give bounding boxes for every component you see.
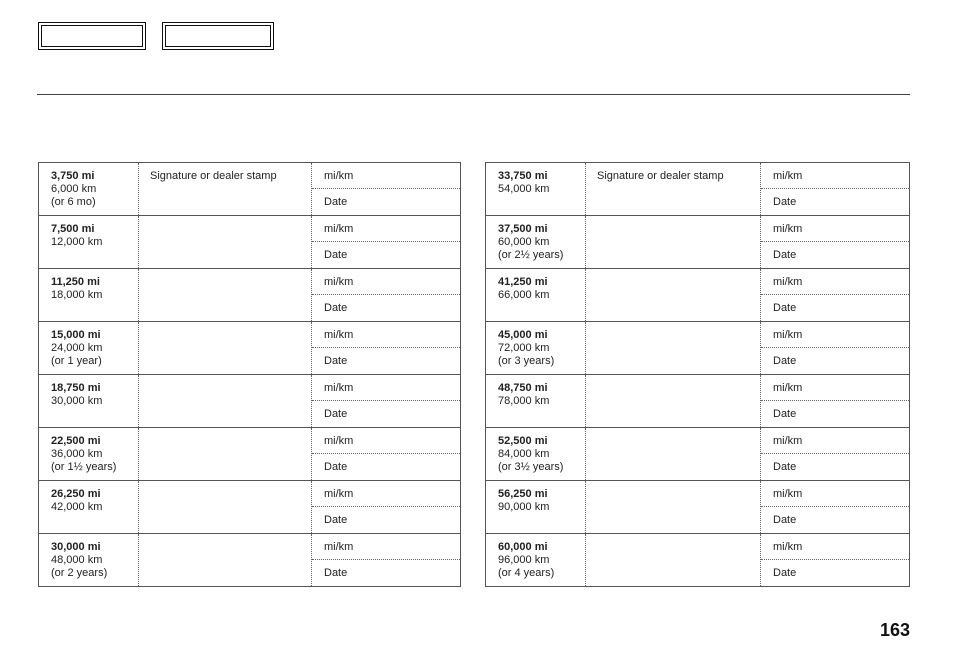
date-label: Date (324, 355, 348, 367)
log-row (486, 427, 909, 480)
interval-cell (486, 322, 586, 374)
signature-cell[interactable] (586, 216, 758, 268)
date-field[interactable] (312, 348, 460, 374)
interval-note: (or 1½ years) (51, 461, 117, 473)
mileage-field[interactable] (312, 481, 460, 507)
log-row (39, 321, 460, 374)
signature-cell[interactable] (139, 534, 311, 586)
interval-cell (486, 481, 586, 533)
interval-miles: 3,750 mi (51, 170, 95, 182)
log-row (39, 480, 460, 533)
mileage-date-cell (311, 163, 460, 215)
interval-cell (39, 216, 139, 268)
interval-miles: 7,500 mi (51, 223, 95, 235)
mileage-date-cell (311, 481, 460, 533)
maintenance-log-table-right (485, 162, 910, 587)
page-number: 163 (879, 620, 910, 640)
interval-note: (or 6 mo) (51, 196, 96, 208)
log-row (39, 533, 460, 586)
interval-km: 84,000 km (498, 448, 550, 460)
mileage-date-cell (311, 375, 460, 427)
interval-miles: 30,000 mi (51, 541, 101, 553)
log-row (486, 215, 909, 268)
date-field[interactable] (312, 454, 460, 480)
date-field[interactable] (312, 560, 460, 586)
interval-km: 42,000 km (51, 501, 103, 513)
date-field[interactable] (312, 295, 460, 321)
date-label: Date (324, 514, 348, 526)
interval-note: (or 4 years) (498, 567, 555, 579)
interval-miles: 48,750 mi (498, 382, 548, 394)
interval-km: 66,000 km (498, 289, 550, 301)
log-row (486, 533, 909, 586)
mikm-label: mi/km (773, 382, 803, 394)
interval-miles: 33,750 mi (498, 170, 548, 182)
date-field[interactable] (312, 242, 460, 268)
interval-miles: 41,250 mi (498, 276, 548, 288)
interval-km: 72,000 km (498, 342, 550, 354)
interval-cell (39, 428, 139, 480)
mileage-field[interactable] (312, 534, 460, 560)
mileage-date-cell (760, 428, 909, 480)
interval-cell (486, 163, 586, 215)
interval-cell (486, 375, 586, 427)
mikm-label: mi/km (324, 170, 354, 182)
date-label: Date (773, 567, 797, 579)
log-row (39, 427, 460, 480)
date-label: Date (773, 514, 797, 526)
mileage-field[interactable] (312, 428, 460, 454)
mikm-label: mi/km (773, 541, 803, 553)
date-field[interactable] (312, 507, 460, 533)
mileage-date-cell (760, 481, 909, 533)
mikm-label: mi/km (773, 488, 803, 500)
mikm-label: mi/km (773, 435, 803, 447)
interval-cell (486, 269, 586, 321)
maintenance-log-table-left (38, 162, 461, 587)
log-row (39, 374, 460, 427)
signature-cell[interactable] (586, 534, 758, 586)
mileage-date-cell (760, 163, 909, 215)
mikm-label: mi/km (773, 223, 803, 235)
interval-cell (486, 428, 586, 480)
signature-cell[interactable] (586, 428, 758, 480)
interval-km: 36,000 km (51, 448, 103, 460)
interval-miles: 60,000 mi (498, 541, 548, 553)
mileage-field[interactable] (312, 269, 460, 295)
interval-km: 6,000 km (51, 183, 97, 195)
mileage-date-cell (311, 322, 460, 374)
date-field[interactable] (761, 295, 909, 321)
nav-tab-box-2[interactable] (162, 22, 274, 50)
interval-miles: 11,250 mi (51, 276, 100, 288)
interval-note: (or 3½ years) (498, 461, 564, 473)
mikm-label: mi/km (324, 488, 354, 500)
interval-cell (39, 322, 139, 374)
date-field[interactable] (312, 189, 460, 215)
signature-label: Signature or dealer stamp (597, 170, 724, 182)
interval-note: (or 3 years) (498, 355, 555, 367)
interval-note: (or 2½ years) (498, 249, 564, 261)
mileage-date-cell (311, 216, 460, 268)
date-label: Date (324, 302, 348, 314)
mileage-date-cell (311, 428, 460, 480)
interval-miles: 18,750 mi (51, 382, 101, 394)
date-field[interactable] (761, 560, 909, 586)
date-label: Date (324, 461, 348, 473)
log-row (39, 268, 460, 321)
interval-cell (39, 269, 139, 321)
date-field[interactable] (761, 454, 909, 480)
interval-miles: 56,250 mi (498, 488, 548, 500)
date-field[interactable] (761, 242, 909, 268)
signature-cell[interactable] (139, 269, 311, 321)
interval-miles: 22,500 mi (51, 435, 101, 447)
date-label: Date (773, 196, 797, 208)
interval-km: 90,000 km (498, 501, 550, 513)
log-row (486, 374, 909, 427)
interval-note: (or 2 years) (51, 567, 108, 579)
log-row (39, 163, 460, 215)
date-field[interactable] (312, 401, 460, 427)
signature-cell[interactable] (586, 163, 758, 215)
mileage-field[interactable] (761, 375, 909, 401)
date-field[interactable] (761, 348, 909, 374)
signature-cell[interactable] (139, 163, 311, 215)
interval-km: 12,000 km (51, 236, 103, 248)
signature-cell[interactable] (139, 428, 311, 480)
mileage-field[interactable] (761, 534, 909, 560)
date-label: Date (773, 249, 797, 261)
interval-note: (or 1 year) (51, 355, 102, 367)
interval-km: 54,000 km (498, 183, 550, 195)
mileage-date-cell (311, 269, 460, 321)
mikm-label: mi/km (324, 329, 354, 341)
log-row (486, 321, 909, 374)
interval-miles: 37,500 mi (498, 223, 548, 235)
signature-cell[interactable] (586, 322, 758, 374)
interval-cell (486, 534, 586, 586)
date-field[interactable] (761, 189, 909, 215)
date-label: Date (773, 302, 797, 314)
mileage-field[interactable] (312, 216, 460, 242)
date-label: Date (773, 408, 797, 420)
date-field[interactable] (761, 507, 909, 533)
signature-cell[interactable] (586, 375, 758, 427)
mileage-field[interactable] (761, 428, 909, 454)
interval-cell (486, 216, 586, 268)
nav-tab-box-1[interactable] (38, 22, 146, 50)
mikm-label: mi/km (324, 541, 354, 553)
mikm-label: mi/km (773, 170, 803, 182)
mikm-label: mi/km (773, 329, 803, 341)
mileage-field[interactable] (312, 163, 460, 189)
mikm-label: mi/km (324, 382, 354, 394)
log-row (39, 215, 460, 268)
interval-km: 60,000 km (498, 236, 550, 248)
log-row (486, 163, 909, 215)
interval-km: 24,000 km (51, 342, 103, 354)
interval-cell (39, 163, 139, 215)
mileage-field[interactable] (312, 375, 460, 401)
mikm-label: mi/km (324, 435, 354, 447)
log-row (486, 268, 909, 321)
signature-cell[interactable] (139, 216, 311, 268)
signature-cell[interactable] (139, 375, 311, 427)
date-label: Date (324, 567, 348, 579)
interval-km: 30,000 km (51, 395, 103, 407)
mileage-date-cell (760, 216, 909, 268)
interval-cell (39, 375, 139, 427)
log-row (486, 480, 909, 533)
date-label: Date (773, 461, 797, 473)
mileage-date-cell (311, 534, 460, 586)
interval-miles: 52,500 mi (498, 435, 548, 447)
mileage-date-cell (760, 534, 909, 586)
interval-miles: 45,000 mi (498, 329, 548, 341)
interval-km: 18,000 km (51, 289, 103, 301)
signature-cell[interactable] (586, 481, 758, 533)
interval-km: 48,000 km (51, 554, 103, 566)
signature-cell[interactable] (139, 322, 311, 374)
mileage-field[interactable] (761, 322, 909, 348)
date-label: Date (324, 249, 348, 261)
interval-km: 96,000 km (498, 554, 550, 566)
signature-cell[interactable] (139, 481, 311, 533)
signature-label: Signature or dealer stamp (150, 170, 277, 182)
mileage-field[interactable] (761, 269, 909, 295)
date-label: Date (324, 408, 348, 420)
interval-cell (39, 481, 139, 533)
date-label: Date (324, 196, 348, 208)
date-label: Date (773, 355, 797, 367)
mileage-field[interactable] (761, 216, 909, 242)
mikm-label: mi/km (324, 223, 354, 235)
date-field[interactable] (761, 401, 909, 427)
mileage-field[interactable] (761, 163, 909, 189)
signature-cell[interactable] (586, 269, 758, 321)
mikm-label: mi/km (773, 276, 803, 288)
interval-miles: 15,000 mi (51, 329, 101, 341)
interval-km: 78,000 km (498, 395, 550, 407)
interval-miles: 26,250 mi (51, 488, 101, 500)
mikm-label: mi/km (324, 276, 354, 288)
mileage-field[interactable] (761, 481, 909, 507)
mileage-date-cell (760, 375, 909, 427)
interval-cell (39, 534, 139, 586)
mileage-date-cell (760, 322, 909, 374)
mileage-date-cell (760, 269, 909, 321)
header-rule (37, 94, 910, 95)
mileage-field[interactable] (312, 322, 460, 348)
